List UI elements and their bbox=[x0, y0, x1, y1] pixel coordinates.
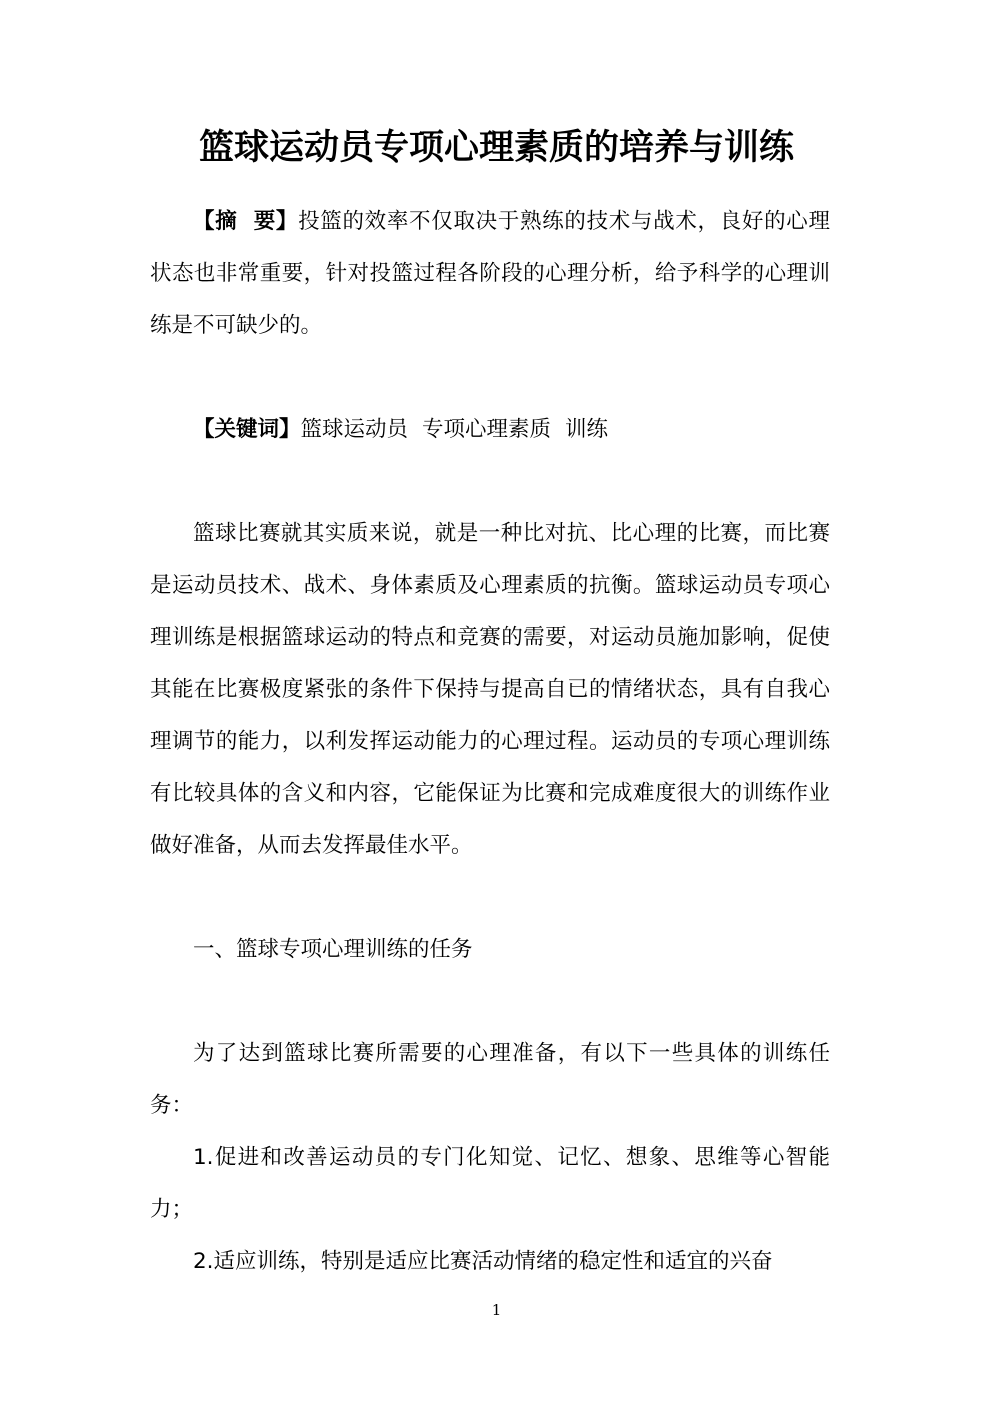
keyword-item: 专项心理素质 bbox=[422, 417, 552, 442]
keyword-item: 训练 bbox=[565, 417, 609, 442]
section-intro-paragraph: 为了达到篮球比赛所需要的心理准备，有以下一些具体的训练任务： bbox=[150, 1041, 830, 1118]
keywords-label: 【关键词】 bbox=[193, 417, 301, 442]
intro-paragraph: 篮球比赛就其实质来说，就是一种比对抗、比心理的比赛，而比赛是运动员技术、战术、身体素质及心理素质的抗衡。篮球运动员专项心理训练是根据篮球运动的特点和竞赛的需要，对运动员施加影响，促使其能在比赛极度紧张的条件下保持与提高自已的情绪状态，具有自我心理调节的能力，以利发挥运动能力的心理过程。运动员的专项心理训练有比较具体的含义和内容，它能保证为比赛和完成难度很大的训练作业做好准备，从而去发挥最佳水平。 bbox=[150, 521, 830, 858]
list-item: 1.促进和改善运动员的专门化知觉、记忆、想象、思维等心智能力； bbox=[150, 1145, 830, 1222]
document-title: 篮球运动员专项心理素质的培养与训练 bbox=[198, 127, 794, 168]
abstract-paragraph bbox=[150, 196, 830, 352]
keywords-paragraph bbox=[150, 404, 830, 456]
abstract-text: 投篮的效率不仅取决于熟练的技术与战术，良好的心理状态也非常重要，针对投篮过程各阶段的心理分析，给予科学的心理训练是不可缺少的。 bbox=[150, 209, 830, 338]
abstract-label: 【摘 要】 bbox=[193, 209, 299, 234]
section-heading: 一、篮球专项心理训练的任务 bbox=[193, 937, 473, 962]
page-number: 1 bbox=[491, 1301, 502, 1319]
list-item: 2.适应训练，特别是适应比赛活动情绪的稳定性和适宜的兴奋 bbox=[193, 1249, 773, 1274]
keyword-item: 篮球运动员 bbox=[300, 417, 409, 442]
